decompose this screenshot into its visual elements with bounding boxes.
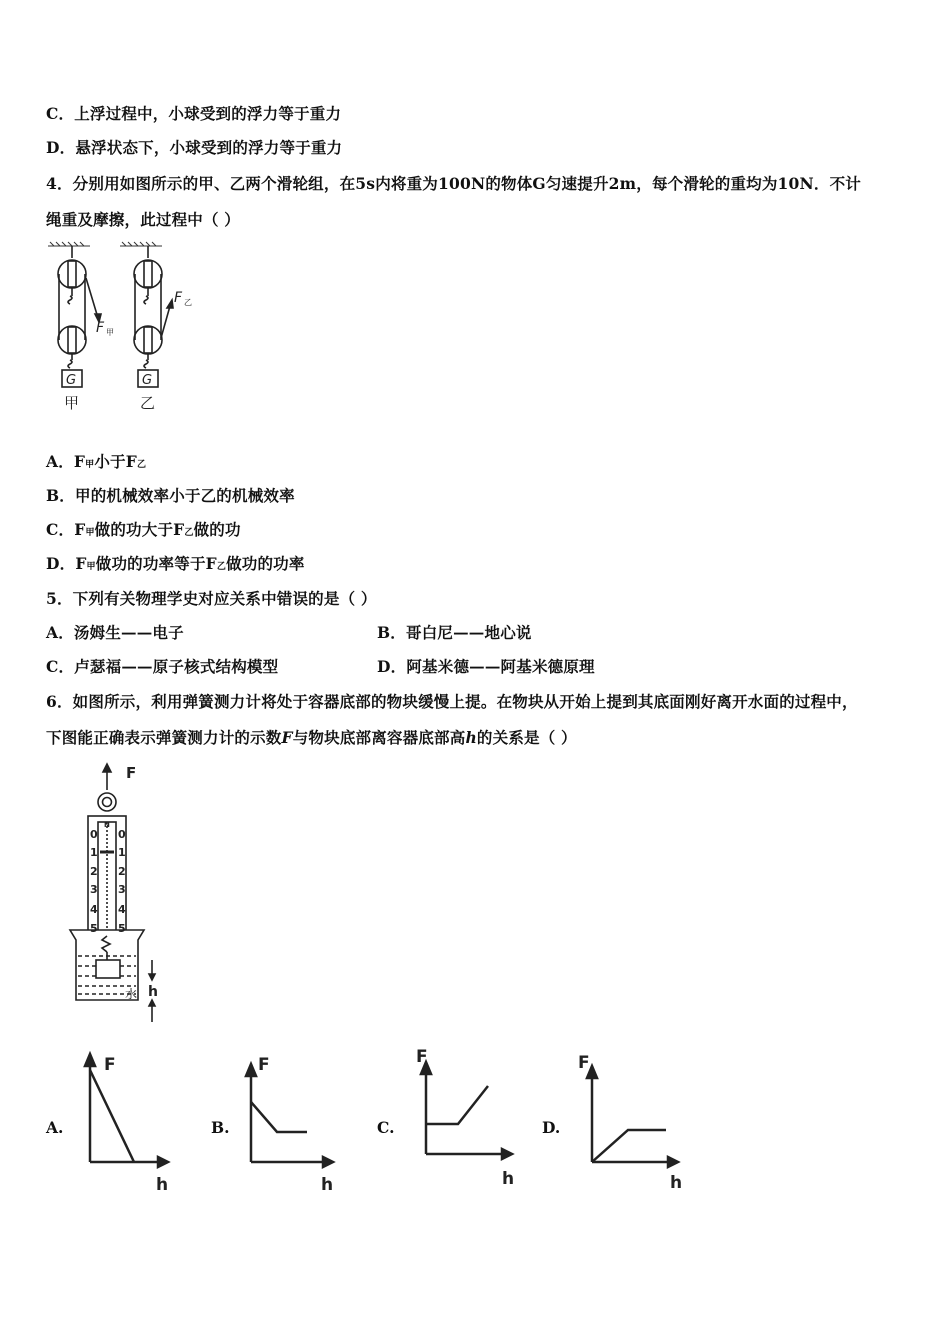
- graph-c-curve: [426, 1086, 488, 1124]
- spring-force-label: F: [126, 764, 137, 782]
- scale-right-1: 1: [118, 846, 126, 859]
- q6-stem-line1: 6．如图所示，利用弹簧测力计将处于容器底部的物块缓慢上提。在物块从开始上提到其底面刚好离开水面的过程中，: [46, 692, 858, 711]
- q4-stem-line2: 绳重及摩擦，此过程中（ ）: [46, 210, 240, 229]
- scale-left-5: 5: [90, 922, 98, 935]
- pulley-jia: [58, 246, 101, 387]
- q3-option-d: D．悬浮状态下，小球受到的浮力等于重力: [46, 138, 343, 157]
- scale-right-2: 2: [118, 865, 126, 878]
- scale-right-4: 4: [118, 903, 126, 916]
- pulley-yi: [134, 246, 173, 387]
- scale-left-3: 3: [90, 883, 98, 896]
- load-g-jia: G: [66, 373, 77, 388]
- graph-a-curve: [90, 1070, 134, 1162]
- scale-right-3: 3: [118, 883, 126, 896]
- q4-option-a: A．F甲小于F乙: [46, 452, 147, 471]
- scale-left-4: 4: [90, 903, 98, 916]
- force-yi-label: F: [174, 290, 183, 306]
- q5-option-c: C．卢瑟福——原子核式结构模型: [46, 657, 279, 676]
- graph-d: [576, 1048, 686, 1198]
- graph-b-curve: [251, 1102, 307, 1132]
- label-jia: 甲: [64, 394, 80, 412]
- water-label: 水: [125, 987, 138, 1001]
- force-yi-sub: 乙: [184, 298, 192, 307]
- q5-option-d: D．阿基米德——阿基米德原理: [377, 657, 595, 676]
- graph-a-x-label: h: [156, 1175, 169, 1195]
- graph-a-label: A.: [46, 1118, 64, 1137]
- load-g-yi: G: [142, 373, 153, 388]
- q5-option-a: A．汤姆生——电子: [46, 623, 184, 642]
- graph-c: [412, 1044, 517, 1194]
- graph-a-y-label: F: [104, 1055, 116, 1075]
- scale-right-0: 0: [118, 828, 126, 841]
- height-label: h: [148, 984, 158, 1000]
- pulley-figure: [40, 240, 210, 415]
- graph-c-label: C.: [377, 1118, 395, 1137]
- graph-b-x-label: h: [321, 1175, 334, 1195]
- force-jia-label: F: [96, 320, 105, 336]
- graph-b-y-label: F: [258, 1055, 270, 1075]
- graph-d-curve: [592, 1130, 666, 1162]
- unit-label: N: [104, 821, 110, 829]
- scale-left-1: 1: [90, 846, 98, 859]
- q5-stem: 5．下列有关物理学史对应关系中错误的是（ ）: [46, 589, 377, 608]
- label-yi: 乙: [140, 394, 156, 412]
- force-jia-sub: 甲: [106, 328, 114, 337]
- graph-d-y-label: F: [578, 1053, 590, 1073]
- scale-left-2: 2: [90, 865, 98, 878]
- q4-option-b: B．甲的机械效率小于乙的机械效率: [46, 486, 295, 505]
- scale-right-5: 5: [118, 922, 126, 935]
- graph-c-y-label: F: [416, 1047, 428, 1067]
- graph-a: [82, 1048, 172, 1198]
- graph-d-x-label: h: [670, 1173, 683, 1193]
- graph-b: [243, 1048, 338, 1198]
- graph-c-x-label: h: [502, 1169, 515, 1189]
- spring-scale-figure: [62, 760, 182, 1030]
- q4-option-d: D．F甲做功的功率等于F乙做功的功率: [46, 554, 305, 573]
- q6-stem-line2: 下图能正确表示弹簧测力计的示数F与物块底部离容器底部高h的关系是（ ）: [46, 728, 577, 747]
- q3-option-c: C．上浮过程中，小球受到的浮力等于重力: [46, 104, 342, 123]
- graph-b-label: B.: [211, 1118, 230, 1137]
- q5-option-b: B．哥白尼——地心说: [377, 623, 532, 642]
- q4-option-c: C．F甲做的功大于F乙做的功: [46, 520, 241, 539]
- scale-left-0: 0: [90, 828, 98, 841]
- q4-stem-line1: 4．分别用如图所示的甲、乙两个滑轮组，在5s内将重为100N的物体G匀速提升2m，每个滑轮的重均为10N．不计: [46, 174, 861, 193]
- graph-d-label: D.: [542, 1118, 561, 1137]
